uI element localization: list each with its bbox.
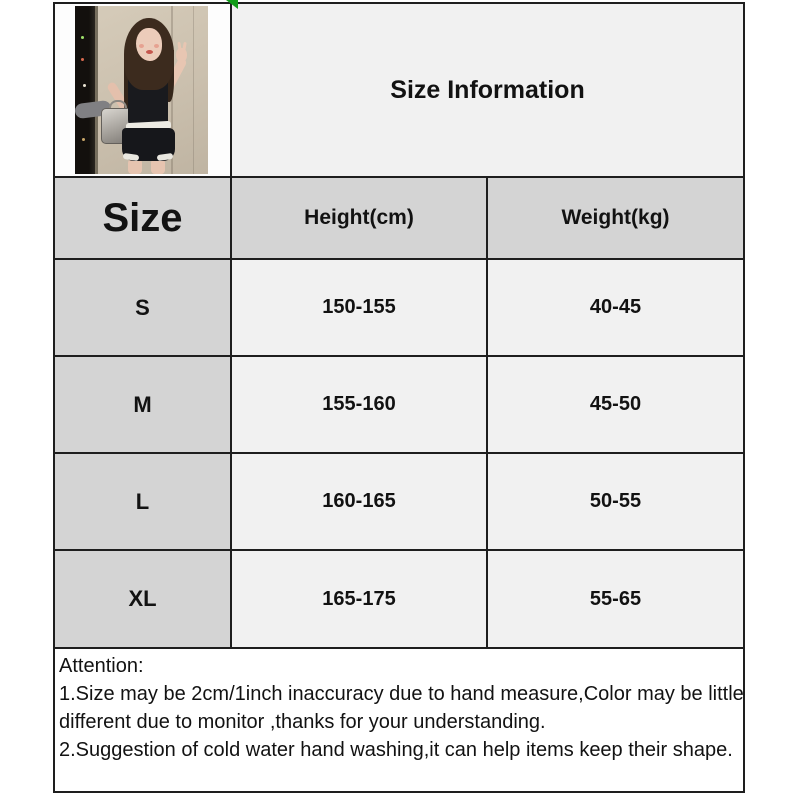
weight-column-label: Weight(kg) [561,206,670,229]
attention-line-3: 2.Suggestion of cold water hand washing,it can help items keep their shape. [59,739,733,761]
column-header-height [232,178,486,258]
model-photo [75,6,208,174]
model-lips [146,50,153,54]
attention-notes [55,649,743,791]
model-blush [139,44,144,48]
elevator-door [75,6,95,174]
table-row-m-height: 155-160 [232,357,486,452]
table-row-l-height: 160-165 [232,454,486,549]
table-title-cell [232,4,743,176]
door-edge [95,6,98,174]
table-row-l-weight: 50-55 [488,454,743,549]
peace-sign-finger [177,42,181,51]
table-row-m-size: M [55,357,230,452]
model-leg [151,159,165,174]
size-information-table [53,2,745,793]
attention-line-2: different due to monitor ,thanks for your understanding. [59,711,546,733]
table-row-s-size: S [55,260,230,355]
product-photo-cell [55,4,230,176]
table-row-l-size: L [55,454,230,549]
column-header-weight [488,178,743,258]
wall-seam [193,6,194,174]
table-row-xl-size: XL [55,551,230,647]
model-leg [128,159,142,174]
shorts-white-trim [123,153,140,161]
height-column-label: Height(cm) [304,206,414,229]
table-row-s-weight: 40-45 [488,260,743,355]
page-title: Size Information [390,75,585,104]
column-header-size [55,178,230,258]
attention-line-1: 1.Size may be 2cm/1inch inaccuracy due to hand measure,Color may be little [59,683,744,705]
size-column-label: Size [102,195,183,240]
table-row-xl-height: 165-175 [232,551,486,647]
attention-title: Attention: [59,655,144,677]
door-lights [81,36,84,39]
model-blush [154,44,159,48]
table-row-xl-weight: 55-65 [488,551,743,647]
table-row-s-height: 150-155 [232,260,486,355]
table-row-m-weight: 45-50 [488,357,743,452]
